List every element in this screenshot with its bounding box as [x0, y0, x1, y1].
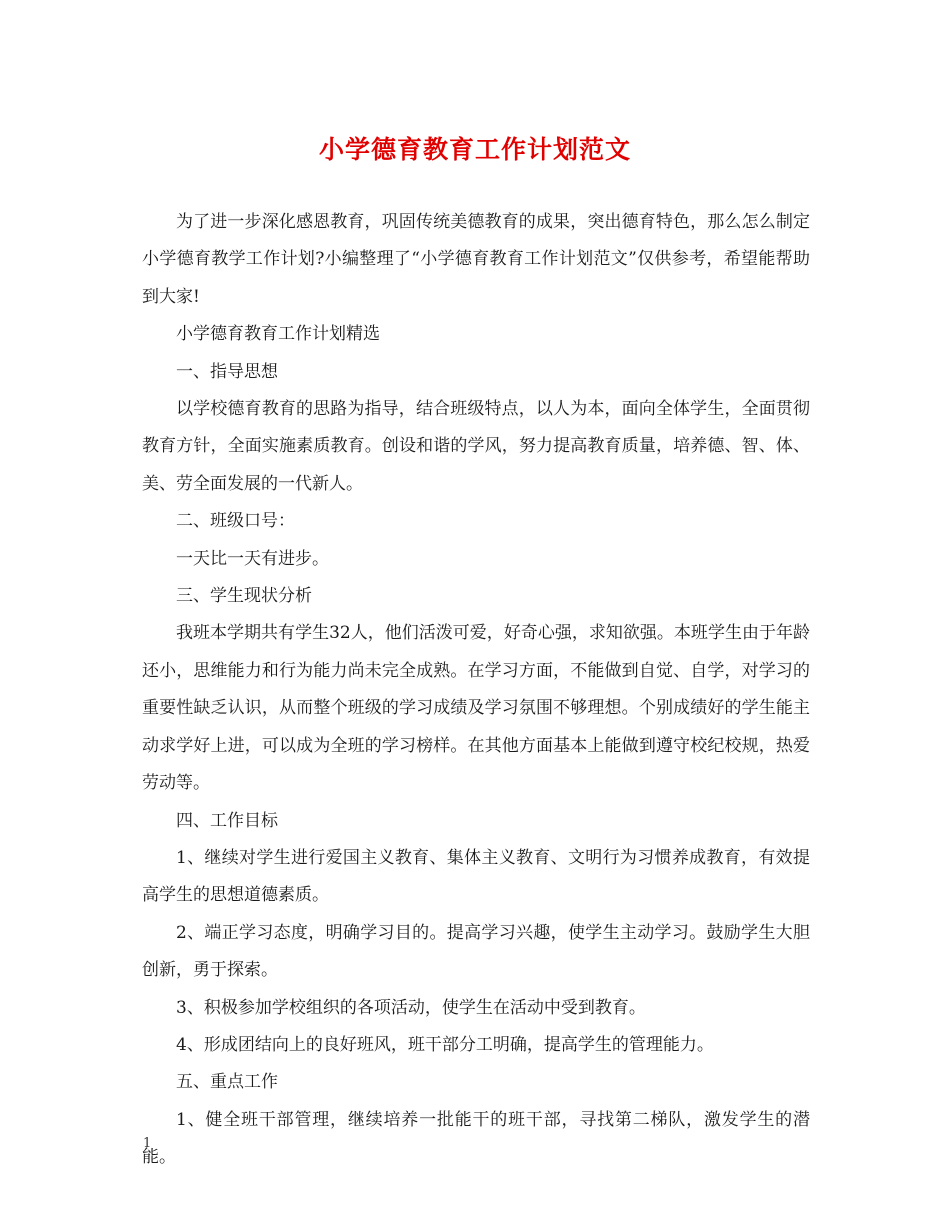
section-heading-work-goals: 四、工作目标	[176, 810, 278, 831]
section-heading-guiding-ideology: 一、指导思想	[176, 361, 278, 382]
document-title: 小学德育教育工作计划范文	[318, 135, 631, 164]
paragraph-intro: 为了进一步深化感恩教育，巩固传统美德教育的成果，突出德育特色，那么怎么制定小学德育教学工作计划?小编整理了“小学德育教育工作计划范文”仅供参考，希望能帮助到大家!	[142, 212, 810, 307]
list-item-goal-2: 2、端正学习态度，明确学习目的。提高学习兴趣，使学生主动学习。鼓励学生大胆创新，勇于探索。	[142, 922, 810, 981]
document-body	[142, 204, 810, 1177]
list-item-key-work-1: 1、健全班干部管理，继续培养一批能干的班干部，寻找第二梯队，激发学生的潜能。	[142, 1109, 810, 1168]
page-number: 1	[143, 1136, 152, 1151]
list-item-goal-1: 1、继续对学生进行爱国主义教育、集体主义教育、文明行为习惯养成教育，有效提高学生的思想道德素质。	[142, 847, 810, 906]
list-item-goal-3: 3、积极参加学校组织的各项活动，使学生在活动中受到教育。	[176, 997, 646, 1018]
paragraph-class-slogan: 一天比一天有进步。	[176, 548, 329, 569]
list-item-goal-4: 4、形成团结向上的良好班风，班干部分工明确，提高学生的管理能力。	[176, 1034, 714, 1055]
section-heading-key-work: 五、重点工作	[176, 1072, 278, 1093]
paragraph-guiding-ideology: 以学校德育教育的思路为指导，结合班级特点，以人为本，面向全体学生，全面贯彻教育方针，全面实施素质教育。创设和谐的学风，努力提高教育质量，培养德、智、体、美、劳全面发展的一代新人。	[142, 399, 810, 494]
section-heading-student-analysis: 三、学生现状分析	[176, 586, 312, 607]
section-heading-class-slogan: 二、班级口号：	[176, 511, 295, 532]
paragraph-subtitle: 小学德育教育工作计划精选	[176, 324, 380, 345]
paragraph-student-analysis: 我班本学期共有学生32人，他们活泼可爱，好奇心强，求知欲强。本班学生由于年龄还小，思维能力和行为能力尚未完全成熟。在学习方面，不能做到自觉、自学，对学习的重要性缺乏认识，从而整个班级的学习成绩及学习氛围不够理想。个别成绩好的学生能主动求学好上进，可以成为全班的学习榜样。在其他方面基本上能做到遵守校纪校规，热爱劳动等。	[142, 623, 810, 794]
